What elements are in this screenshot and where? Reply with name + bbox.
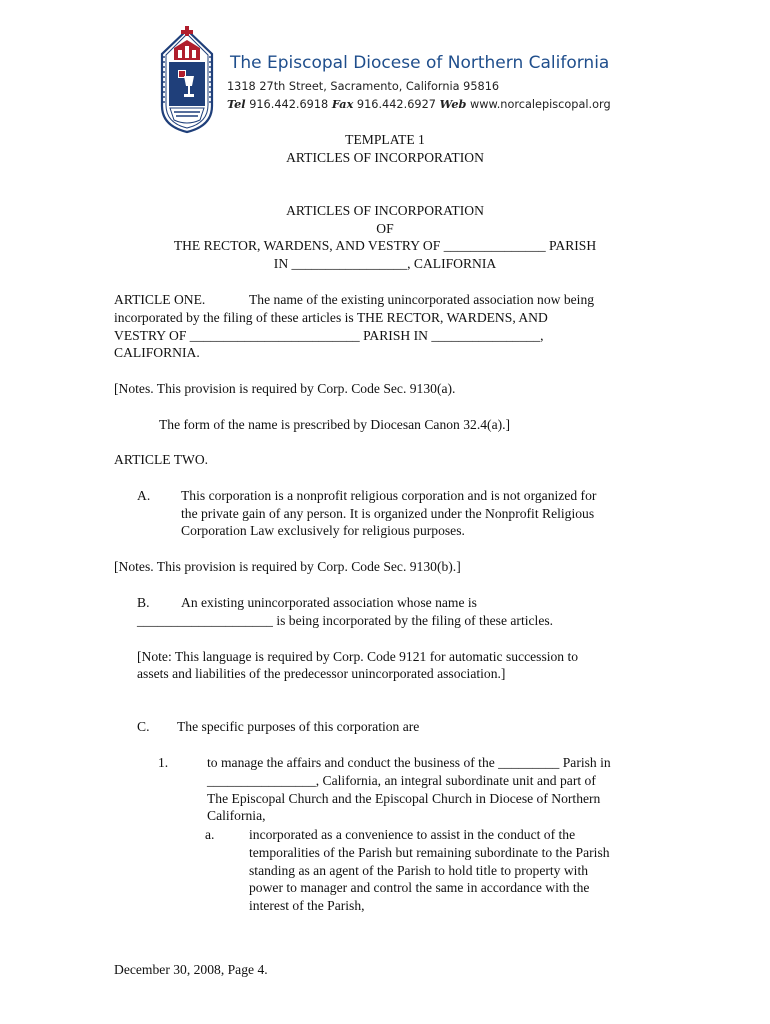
page-footer: December 30, 2008, Page 4. [114,962,268,977]
diocese-name: The Episcopal Diocese of Northern California [230,53,610,73]
section-a-note: [Notes. This provision is required by Corp. Code Sec. 9130(b).] [114,559,461,574]
item-1a-text: power to manager and control the same in accordance with the [249,880,590,895]
section-a-text: This corporation is a nonprofit religious corporation and is not organized for [181,488,597,503]
diocese-contact [227,97,611,111]
article-one-text: incorporated by the filing of these articles is THE RECTOR, WARDENS, AND [114,310,548,325]
section-c-label: C. [137,719,150,734]
item-1-text: ________________, California, an integral subordinate unit and part of [207,773,596,788]
web-label: Web [439,97,467,111]
fax-label: Fax [331,97,354,111]
article-one-heading: ARTICLE ONE. [114,292,206,307]
item-1a-text: standing as an agent of the Parish to hold title to property with [249,863,589,878]
doc-title-line-4: IN _________________, CALIFORNIA [273,256,497,271]
item-1a-label: a. [205,827,215,842]
template-label: TEMPLATE 1 [345,132,425,147]
doc-title-line-2: OF [376,221,394,236]
diocese-address: 1318 27th Street, Sacramento, California 95816 [227,80,500,93]
section-b-note: assets and liabilities of the predecessor unincorporated association.] [137,666,506,681]
section-b-text: An existing unincorporated association whose name is [181,595,477,610]
item-1-label: 1. [158,755,169,770]
item-1a-text: temporalities of the Parish but remaining subordinate to the Parish [249,845,610,860]
fax-number: 916.442.6927 [356,98,436,111]
item-1a-text: incorporated as a convenience to assist in the conduct of the [249,827,576,842]
article-one-note: [Notes. This provision is required by Corp. Code Sec. 9130(a). [114,381,456,396]
article-one-text: The name of the existing unincorporated association now being [249,292,595,307]
tel-number: 916.442.6918 [249,98,329,111]
section-b-text: ____________________ is being incorporated by the filing of these articles. [137,613,554,628]
web-address[interactable]: www.norcalepiscopal.org [470,98,611,111]
article-one-note: The form of the name is prescribed by Diocesan Canon 32.4(a).] [159,417,511,432]
section-b-note: [Note: This language is required by Corp. Code 9121 for automatic succession to [137,649,579,664]
doc-title-line-3: THE RECTOR, WARDENS, AND VESTRY OF _______________ PARISH [173,238,597,253]
section-a-label: A. [137,488,151,503]
diocese-seal-logo [156,26,218,134]
tel-label: Tel [227,97,246,111]
section-b-label: B. [137,595,150,610]
article-two-heading: ARTICLE TWO. [114,452,209,467]
template-subtitle: ARTICLES OF INCORPORATION [286,150,484,165]
item-1a-text: interest of the Parish, [249,898,365,913]
section-a-text: the private gain of any person. It is organized under the Nonprofit Religious [181,506,595,521]
item-1-text: California, [207,808,266,823]
item-1-text: to manage the affairs and conduct the business of the _________ Parish in [207,755,611,770]
section-a-text: Corporation Law exclusively for religious purposes. [181,523,465,538]
section-c-text: The specific purposes of this corporation are [177,719,420,734]
item-1-text: The Episcopal Church and the Episcopal Church in Diocese of Northern [207,791,601,806]
article-one-text: CALIFORNIA. [114,345,200,360]
article-one-text: VESTRY OF _________________________ PARISH IN ________________, [114,328,544,343]
doc-title-line-1: ARTICLES OF INCORPORATION [286,203,484,218]
